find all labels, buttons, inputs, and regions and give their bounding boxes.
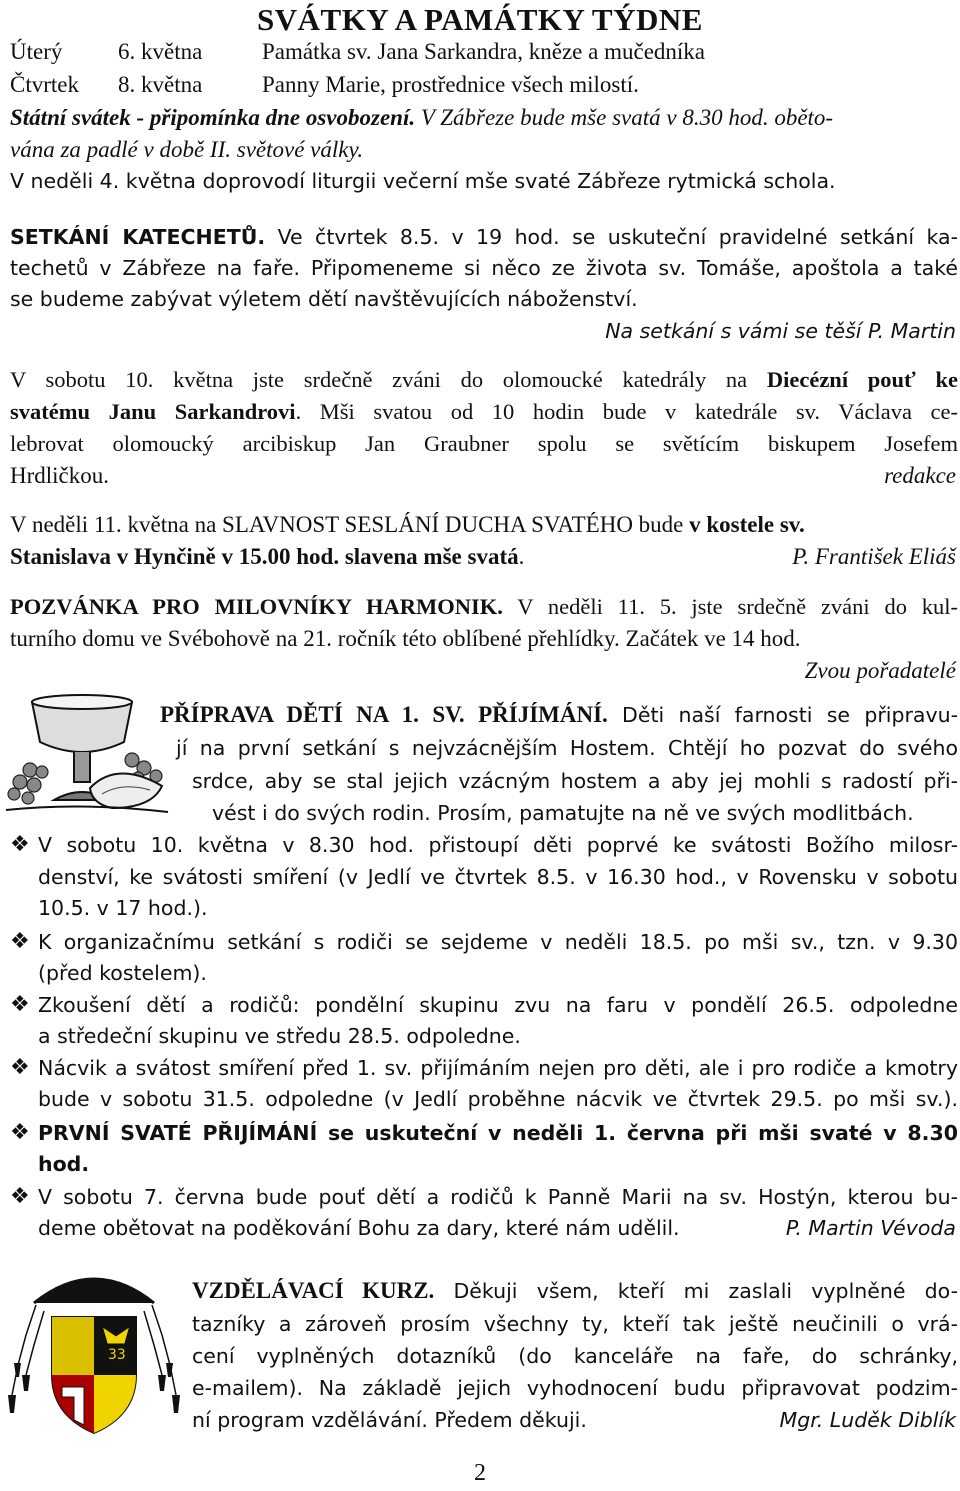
pentecost-text: V neděli 11. května na SLAVNOST SESLÁNÍ DUCHA SVATÉHO bude (10, 512, 690, 537)
pilgrimage-signature: redakce (884, 463, 956, 488)
feast-day: Úterý (10, 39, 63, 64)
pilgrimage-title: Diecézní pouť ke (766, 367, 958, 392)
bullet-4-line-2: bude v sobotu 31.5. odpoledne (v Jedlí proběhne nácvik ve čtvrtek 29.5. po mši sv.). (38, 1087, 958, 1111)
pilgrimage-line-3: lebrovat olomoucký arcibiskup Jan Graubner spolu se světícím biskupem Josefem (10, 431, 958, 456)
course-line-5: ní program vzdělávání. Předem děkuji. (192, 1408, 587, 1432)
state-holiday-line-2: vána za padlé v době II. světové války. (10, 137, 364, 162)
bullet-5-line-1: PRVNÍ SVATÉ PŘIJÍMÁNÍ se uskuteční v neděli 1. června při mši svaté v 8.30 (38, 1121, 958, 1145)
bullet-6-line-2: deme obětovat na poděkování Bohu za dary, které nám udělil. (38, 1216, 680, 1240)
bullet-4-line-1: Nácvik a svátost smíření před 1. sv. přijímáním nejen pro děti, ale i pro rodiče a kmotry (38, 1056, 958, 1080)
svg-text:33: 33 (108, 1347, 126, 1363)
feast-row (10, 70, 639, 100)
pentecost-text: . (518, 544, 525, 569)
pentecost-mass: Stanislava v Hynčině v 15.00 hod. slavena mše svatá (10, 544, 519, 569)
harmonica-title: POZVÁNKA PRO MILOVNÍKY HARMONIK. (10, 594, 503, 619)
bullet-1-line-3: 10.5. v 17 hod.). (38, 896, 208, 920)
course-line-1 (192, 1275, 958, 1307)
catechists-line-1 (10, 222, 958, 252)
course-signature: Mgr. Luděk Diblík (779, 1408, 956, 1432)
course-title: VZDĚLÁVACÍ KURZ. (192, 1278, 435, 1303)
communion-line-1 (160, 700, 958, 730)
bullet-6-line-1: V sobotu 7. června bude pouť dětí a rodičů k Panně Marii na sv. Hostýn, kterou bu- (38, 1185, 958, 1209)
pentecost-place: v kostele sv. (689, 512, 805, 537)
feast-date: 6. května (118, 39, 203, 64)
page-title: SVÁTKY A PAMÁTKY TÝDNE (257, 2, 703, 37)
diamond-cross-icon: ❖ (10, 929, 30, 954)
feast-date: 8. května (118, 72, 203, 97)
bullet-6-signature: P. Martin Vévoda (785, 1216, 956, 1240)
communion-text: Děti naší farnosti se připravu- (607, 703, 958, 727)
bullet-2-line-1: K organizačnímu setkání s rodiči se sejdeme v neděli 18.5. po mši sv., tzn. v 9.30 (38, 930, 958, 954)
pentecost-signature: P. František Eliáš (792, 544, 956, 569)
diamond-cross-icon: ❖ (10, 1184, 30, 1209)
coat-of-arms-icon (4, 1255, 184, 1440)
bullet-1-line-2: denství, ke svátosti smíření (v Jedlí ve čtvrtek 8.5. v 16.30 hod., v Rovensku v sobotu (38, 865, 958, 889)
diamond-cross-icon: ❖ (10, 1055, 30, 1080)
catechists-line-3: se budeme zabývat výletem dětí navštěvujících náboženství. (10, 287, 638, 311)
state-holiday-text: V Zábřeze bude mše svatá v 8.30 hod. oběto- (415, 105, 834, 130)
feast-day: Čtvrtek (10, 72, 79, 97)
pilgrimage-saint: svatému Janu Sarkandrovi (10, 399, 296, 424)
communion-line-4: vést i do svých rodin. Prosím, pamatujte na ně ve svých modlitbách. (212, 801, 914, 825)
state-holiday-title: Státní svátek - připomínka dne osvobození. (10, 105, 416, 130)
course-line-3: cení vyplněných dotazníků (do kanceláře na faře, do schránky, (192, 1344, 958, 1368)
harmonica-signature: Zvou pořadatelé (804, 658, 956, 683)
pilgrimage-text: V sobotu 10. května jste srdečně zváni do olomoucké katedrály na (10, 367, 767, 392)
bullet-3-line-1: Zkoušení dětí a rodičů: pondělní skupinu zvu na faru v pondělí 26.5. odpoledne (38, 993, 958, 1017)
course-text: Děkuji všem, kteří mi zaslali vyplněné do- (434, 1279, 958, 1303)
diamond-cross-icon: ❖ (10, 1120, 30, 1145)
diamond-cross-icon: ❖ (10, 832, 30, 857)
communion-title: PŘÍPRAVA DĚTÍ NA 1. SV. PŘÍJÍMÁNÍ. (160, 702, 608, 727)
course-line-4: e-mailem). Na základě jejich vyhodnocení budu připravovat podzim- (192, 1376, 958, 1400)
bullet-1-line-1: V sobotu 10. května v 8.30 hod. přistoupí děti poprvé ke svátosti Božího milosr- (38, 833, 958, 857)
pilgrimage-text: . Mši svatou od 10 hodin bude v katedrále sv. Václava ce- (295, 399, 958, 424)
state-holiday-line (10, 103, 833, 133)
feast-text: Památka sv. Jana Sarkandra, kněze a mučedníka (262, 39, 705, 64)
harmonica-line-1 (10, 592, 958, 622)
bullet-5-line-2: hod. (38, 1152, 90, 1176)
pilgrimage-line-2 (10, 397, 958, 427)
feast-text: Panny Marie, prostřednice všech milostí. (262, 72, 639, 97)
pentecost-line-2 (10, 542, 524, 572)
page-number: 2 (474, 1460, 486, 1486)
bullet-3-line-2: a středeční skupinu ve středu 28.5. odpoledne. (38, 1024, 521, 1048)
catechists-signature: Na setkání s vámi se těší P. Martin (605, 319, 956, 343)
pentecost-line-1 (10, 510, 805, 540)
harmonica-line-2: turního domu ve Svébohově na 21. ročník této oblíbené přehlídky. Začátek ve 14 hod. (10, 626, 801, 651)
course-line-2: tazníky a zároveň prosím všechny ty, kteří tak ještě neučinili o vrá- (192, 1312, 958, 1336)
harmonica-text: V neděli 11. 5. jste srdečně zváni do kul- (502, 594, 958, 619)
sunday-schola: V neděli 4. května doprovodí liturgii večerní mše svaté Zábřeze rytmická schola. (10, 169, 836, 193)
feast-row (10, 37, 705, 67)
catechists-text: Ve čtvrtek 8.5. v 19 hod. se uskuteční pravidelné setkání ka- (265, 225, 958, 249)
bullet-2-line-2: (před kostelem). (38, 961, 207, 985)
pilgrimage-line-4: Hrdličkou. (10, 463, 110, 488)
catechists-title: SETKÁNÍ KATECHETŮ. (10, 225, 266, 249)
chalice-bread-icon (2, 690, 172, 820)
catechists-line-2: techetů v Zábřeze na faře. Připomeneme si něco ze života sv. Tomáše, apoštola a také (10, 256, 958, 280)
pilgrimage-line-1 (10, 365, 958, 395)
communion-line-3: srdce, aby se stal jejich vzácným hostem a aby jej mohli s radostí při- (192, 769, 958, 793)
diamond-cross-icon: ❖ (10, 992, 30, 1017)
communion-line-2: jí na první setkání s nejvzácnějším Hostem. Chtějí ho pozvat do svého (176, 736, 958, 760)
